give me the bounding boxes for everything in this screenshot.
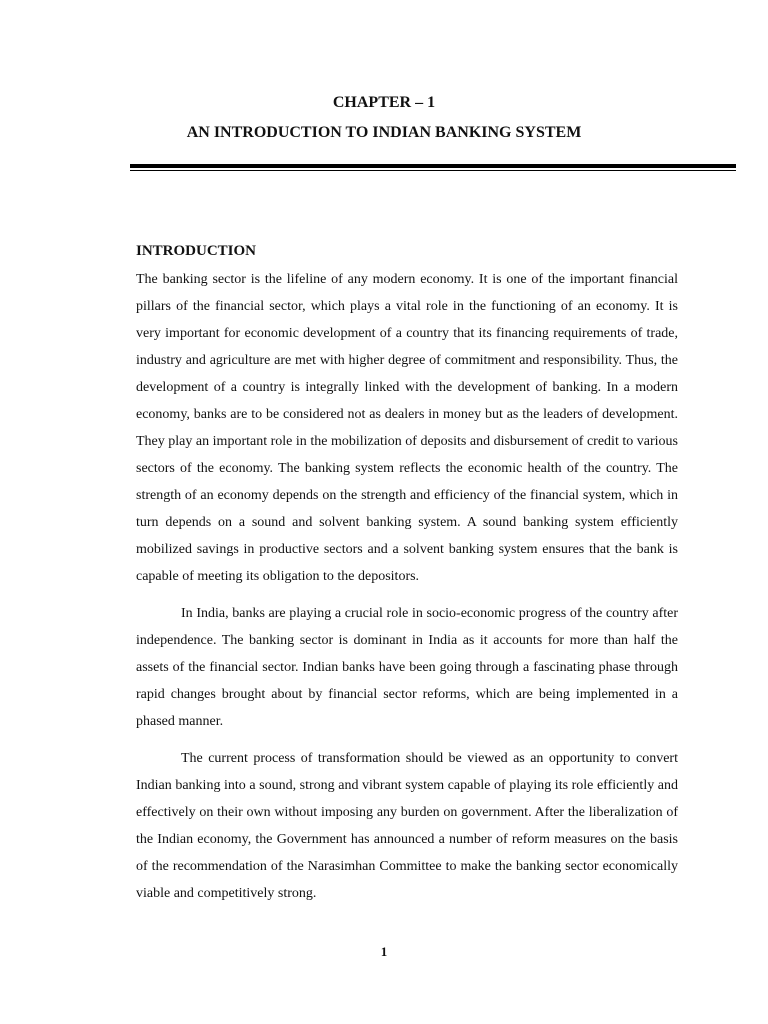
chapter-number: CHAPTER – 1 xyxy=(332,94,436,111)
section-content xyxy=(136,240,678,907)
paragraph-1: The banking sector is the lifeline of any modern economy. It is one of the important financial pillars of the financial sector, which plays a vital role in the functioning of an economy. It is very important for economic development of a country that its financing requirements of trade, industry and agriculture are met with higher degree of commitment and responsibility. Thus, the development of a country is integrally linked with the development of banking. In a modern economy, banks are to be considered not as dealers in money but as the leaders of development. They play an important role in the mobilization of deposits and disbursement of credit to various sectors of the economy. The banking system reflects the economic health of the country. The strength of an economy depends on the strength and efficiency of the financial system, which in turn depends on a sound and solvent banking system. A sound banking system efficiently mobilized savings in productive sectors and a solvent banking system ensures that the bank is capable of meeting its obligation to the depositors. xyxy=(136,272,678,584)
paragraph-2: In India, banks are playing a crucial role in socio-economic progress of the country after independence. The banking sector is dominant in India as it accounts for more than half the assets of the financial sector. Indian banks have been going through a fascinating phase through rapid changes brought about by financial sector reforms, which are being implemented in a phased manner. xyxy=(136,606,678,729)
divider-thin-line xyxy=(130,170,736,171)
header-divider xyxy=(130,164,736,171)
paragraph-3: The current process of transformation should be viewed as an opportunity to convert Indian banking into a sound, strong and vibrant system capable of playing its role efficiently and effectively on their own without imposing any burden on government. After the liberalization of the Indian economy, the Government has announced a number of reform measures on the basis of the recommendation of the Narasimhan Committee to make the banking sector economically viable and competitively strong. xyxy=(136,751,678,901)
section-heading: INTRODUCTION xyxy=(136,243,257,259)
chapter-title: AN INTRODUCTION TO INDIAN BANKING SYSTEM xyxy=(186,124,582,141)
page-number: 1 xyxy=(380,944,388,959)
divider-thick-line xyxy=(130,164,736,168)
